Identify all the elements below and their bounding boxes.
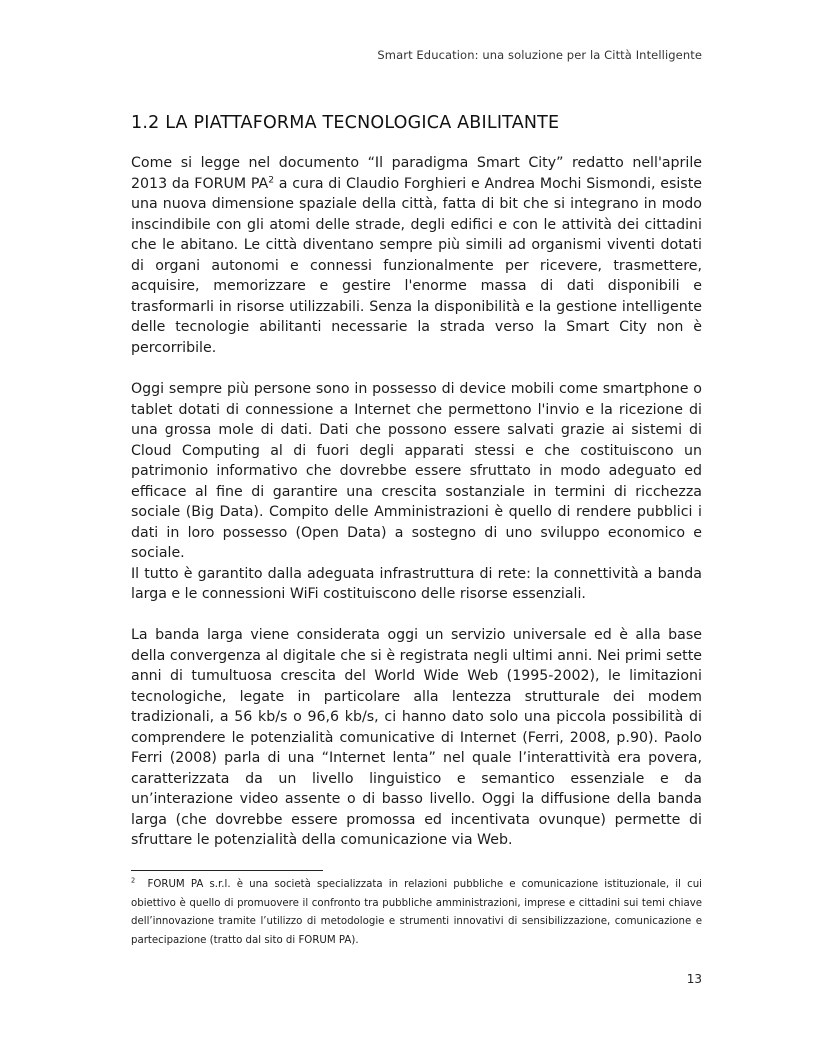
footnote-reference-2: 2 <box>268 173 275 185</box>
paragraph-text-after-footnote: a cura di Claudio Forghieri e Andrea Mochi Sismondi, esiste una nuova dimensione spaziale della città, fatta di bit che si integrano in modo inscindibile con gli atomi delle strade, degli edifici e con le attività dei cittadini che le abitano. Le città diventano sempre più simili ad organismi viventi dotati di organi autonomi e connessi funzionalmente per ricevere, trasmettere, acquisire, memorizzare e gestire l'enorme massa di dati disponibili e trasformarli in risorse utilizzabili. Senza la disponibilità e la gestione intelligente delle tecnologie abilitanti necessarie la strada verso la Smart City non è percorribile. <box>131 175 702 356</box>
footnote-separator <box>131 870 323 871</box>
paragraph-network-infrastructure: Il tutto è garantito dalla adeguata infrastruttura di rete: la connettività a banda larga e le connessioni WiFi costituiscono delle risorse essenziali. <box>131 565 702 602</box>
footnote-text: FORUM PA s.r.l. è una società specializzata in relazioni pubbliche e comunicazione istituzionale, il cui obiettivo è quello di promuovere il confronto tra pubbliche amministrazioni, imprese e cittadini sui temi chiave dell’innovazione tramite l’utilizzo di metodologie e strumenti innovativi di sensibilizzazione, comunicazione e partecipazione (tratto dal sito di FORUM PA). <box>131 879 702 946</box>
page-number: 13 <box>686 972 702 986</box>
footnote-2 <box>131 876 702 950</box>
paragraph-smart-city-paradigm <box>131 153 702 358</box>
paragraph-mobile-devices: Oggi sempre più persone sono in possesso di device mobili come smartphone o tablet dotati di connessione a Internet che permettono l'invio e la ricezione di una grossa mole di dati. Dati che possono essere salvati grazie ai sistemi di Cloud Computing al di fuori degli apparati stessi e che costituiscono un patrimonio informativo che dovrebbe essere sfruttato in modo adeguato ed efficace al fine di garantire una crescita sostanziale in termini di ricchezza sociale (Big Data). Compito delle Amministrazioni è quello di rendere pubblici i dati in loro possesso (Open Data) a sostegno di uno sviluppo economico e sociale. <box>131 381 702 561</box>
section-title: 1.2 LA PIATTAFORMA TECNOLOGICA ABILITANTE <box>131 113 560 133</box>
paragraph-text-before-footnote: Come si legge nel documento “Il paradigma Smart City” redatto nell'aprile 2013 da FORUM PA <box>131 155 702 192</box>
running-header: Smart Education: una soluzione per la Città Intelligente <box>377 48 702 62</box>
paragraph-broadband: La banda larga viene considerata oggi un servizio universale ed è alla base della convergenza al digitale che si è registrata negli ultimi anni. Nei primi sette anni di tumultuosa crescita del World Wide Web (1995-2002), le limitazioni tecnologiche, legate in particolare alla lentezza strutturale dei modem tradizionali, a 56 kb/s o 96,6 kb/s, ci hanno dato solo una piccola possibilità di comprendere le potenzialità comunicative di Internet (Ferri, 2008, p.90). Paolo Ferri (2008) parla di una “Internet lenta” nel quale l’interattività era povera, caratterizzata da un livello linguistico e semantico essenziale e da un’interazione video assente o di basso livello. Oggi la diffusione della banda larga (che dovrebbe essere promossa ed incentivata ovunque) permette di sfruttare le potenzialità della comunicazione via Web. <box>131 627 702 848</box>
paragraph-group-mobile-data <box>131 379 702 605</box>
footnote-mark: 2 <box>131 876 136 885</box>
